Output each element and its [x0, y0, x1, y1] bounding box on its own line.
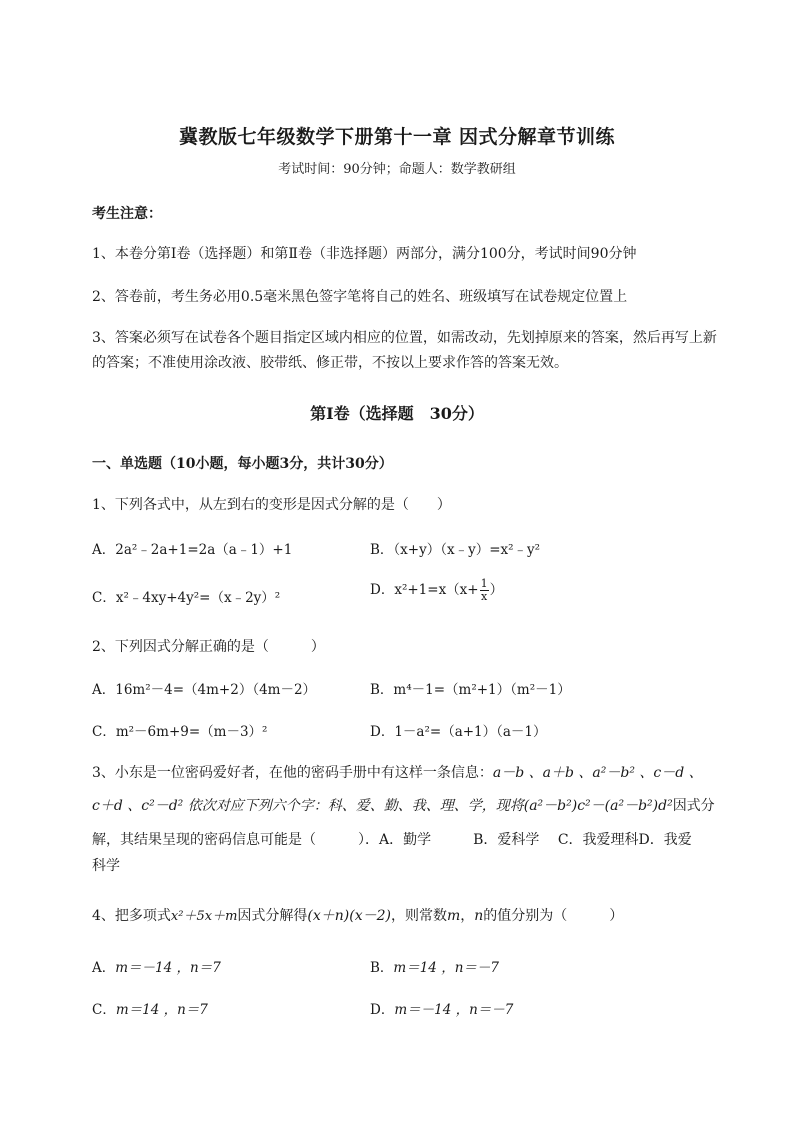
- question-4-option-b[interactable]: [370, 956, 499, 976]
- option-label: D．: [370, 582, 395, 598]
- exam-info: 考试时间：90分钟；命题人：数学教研组: [278, 162, 516, 177]
- option-label: C．: [92, 590, 116, 606]
- option-label: C．: [92, 724, 116, 740]
- stem-post: ，则常数: [390, 908, 447, 924]
- option-label: D．: [370, 1002, 395, 1018]
- option-expression: 1－a²=（a+1）（a－1）: [394, 724, 547, 740]
- option-expression-prefix: x²+1=x（x+: [394, 582, 479, 598]
- question-4-option-d[interactable]: [370, 998, 513, 1018]
- question-1-option-c[interactable]: [92, 586, 280, 606]
- option-label: A．: [92, 542, 116, 558]
- stem-tail: 的值分别为（ ）: [483, 908, 624, 924]
- option-expression: m＝－14 ，n＝7: [115, 960, 221, 976]
- option-label: D．: [370, 724, 395, 740]
- option-expression: m＝14 ，n＝－7: [393, 960, 499, 976]
- option-expression: m⁴－1=（m²+1）（m²－1）: [393, 682, 571, 698]
- polynomial: x²＋5x＋m: [170, 909, 238, 924]
- question-2-option-b[interactable]: [370, 678, 571, 698]
- stem-middle: 因式分解得: [237, 908, 308, 924]
- question-2-option-d[interactable]: [370, 720, 547, 740]
- question-1-option-a[interactable]: [92, 538, 292, 558]
- option-label: B．: [370, 682, 394, 698]
- fraction-numerator: 1: [480, 577, 488, 590]
- notice-item-2: 2、答卷前，考生务必用0.5毫米黑色签字笔将自己的姓名、班级填写在试卷规定位置上: [92, 289, 628, 305]
- option-label: A．: [92, 682, 116, 698]
- question-1-option-b[interactable]: [370, 538, 540, 558]
- code-items-list: a－b 、a＋b 、a²－b² 、c－d 、: [492, 765, 703, 781]
- question-3-line-2: [92, 795, 715, 815]
- notice-item-3: 3、答案必须写在试卷各个题目指定区域内相应的位置，如需改动，先划掉原来的答案，然后再写上新: [92, 330, 717, 346]
- option-label: B．: [370, 542, 394, 558]
- question-4-option-c[interactable]: [92, 998, 208, 1018]
- stem-comma: ，: [460, 908, 475, 924]
- option-expression-suffix: ）: [489, 582, 504, 598]
- question-3-intro: 3、小东是一位密码爱好者，在他的密码手册中有这样一条信息：: [92, 765, 493, 781]
- option-expression: m＝14 ，n＝7: [115, 1002, 208, 1018]
- option-label: A．: [92, 960, 116, 976]
- section-title: 第Ⅰ卷（选择题 30分）: [310, 404, 484, 423]
- question-4-option-a[interactable]: [92, 956, 221, 976]
- question-2-stem: 2、下列因式分解正确的是（ ）: [92, 639, 325, 655]
- option-expression: x²﹣4xy+4y²=（x﹣2y）²: [115, 590, 281, 606]
- question-4-stem: [92, 905, 623, 925]
- expression-to-factor: (a²－b²)c²－(a²－b²)d²: [523, 798, 673, 814]
- notice-item-3-continued: 的答案；不准使用涂改液、胶带纸、修正带，不按以上要求作答的答案无效。: [92, 355, 568, 371]
- question-3-line-3: 解，其结果呈现的密码信息可能是（ ）．A．勤学 B．爱科学 C．我爱理科D．我爱: [92, 832, 692, 848]
- question-3-line-4: 科学: [92, 858, 120, 874]
- fraction: [480, 578, 489, 603]
- notice-heading: 考生注意：: [92, 206, 162, 222]
- question-1-option-d[interactable]: [370, 578, 503, 603]
- variable-m: m: [446, 908, 461, 924]
- option-label: B．: [370, 960, 394, 976]
- option-expression: m²－6m+9=（m－3）²: [115, 724, 268, 740]
- fraction-denominator: x: [481, 590, 488, 603]
- part-title: 一、单选题（10小题，每小题3分，共计30分）: [92, 456, 393, 472]
- variable-n: n: [474, 908, 484, 924]
- option-expression: 2a²﹣2a+1=2a（a﹣1）+1: [115, 542, 293, 558]
- option-expression: m＝－14 ，n＝－7: [394, 1002, 514, 1018]
- option-expression: 16m²－4=（4m+2）（4m－2）: [115, 682, 317, 698]
- option-expression: （x+y）（x﹣y）=x²﹣y²: [393, 542, 541, 558]
- notice-item-1: 1、本卷分第Ⅰ卷（选择题）和第Ⅱ卷（非选择题）两部分，满分100分，考试时间90分钟: [92, 246, 637, 262]
- question-3-line-2-suffix: 因式分: [672, 798, 715, 814]
- code-items-continued: c＋d 、c²－d² 依次对应下列六个字：科、爱、勤、我、理、学，现将: [92, 798, 524, 814]
- question-3-line-1: [92, 762, 703, 782]
- question-2-option-a[interactable]: [92, 678, 316, 698]
- page-title: 冀教版七年级数学下册第十一章 因式分解章节训练: [178, 126, 616, 148]
- factored-form: (x＋n)(x－2): [307, 908, 391, 924]
- question-2-option-c[interactable]: [92, 720, 267, 740]
- option-label: C．: [92, 1002, 116, 1018]
- question-1-stem: 1、下列各式中，从左到右的变形是因式分解的是（ ）: [92, 497, 451, 513]
- stem-prefix: 4、把多项式: [92, 908, 171, 924]
